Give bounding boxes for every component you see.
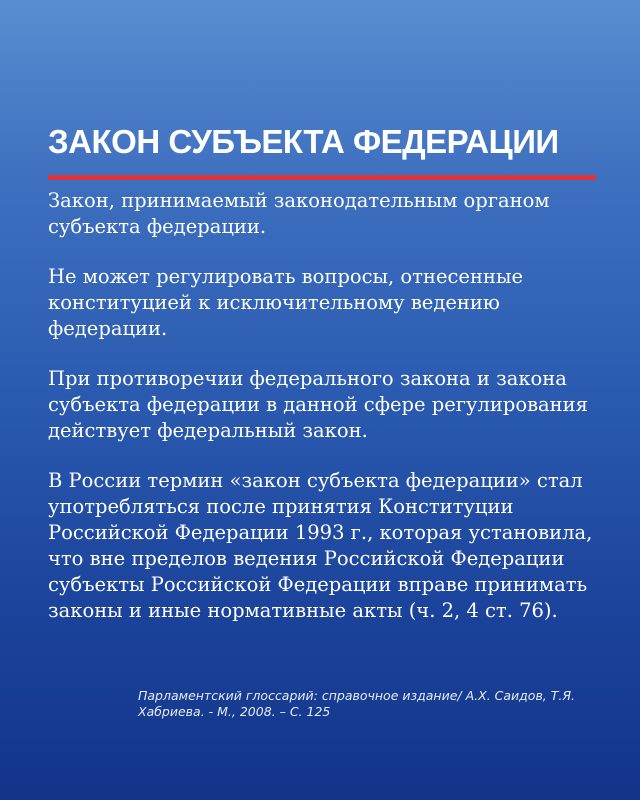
body-text <box>48 188 608 624</box>
paragraph-restriction: Не может регулировать вопросы, отнесенные конституцией к исключительному ведению федерации. <box>48 265 523 340</box>
page-title: ЗАКОН СУБЪЕКТА ФЕДЕРАЦИИ <box>48 123 559 160</box>
paragraph-definition: Закон, принимаемый законодательным органом субъекта федерации. <box>48 189 550 238</box>
source-citation: Парламентский глоссарий: справочное издание/ А.Х. Саидов, Т.Я. Хабриева. - М., 2008. – С. 125 <box>138 688 576 719</box>
paragraph-conflict-rule: При противоречии федерального закона и закона субъекта федерации в данной сфере регулирования действует федеральный закон. <box>48 367 588 442</box>
info-card <box>48 0 608 800</box>
title-underline <box>48 175 596 180</box>
paragraph-history: В России термин «закон субъекта федерации» стал употребляться после принятия Конституции Российской Федерации 1993 г., которая установила, что вне пределов ведения Российской Федерации субъекты Российской Федерации вправе принимать законы и иные нормативные акты (ч. 2, 4 ст. 76). <box>48 469 593 622</box>
